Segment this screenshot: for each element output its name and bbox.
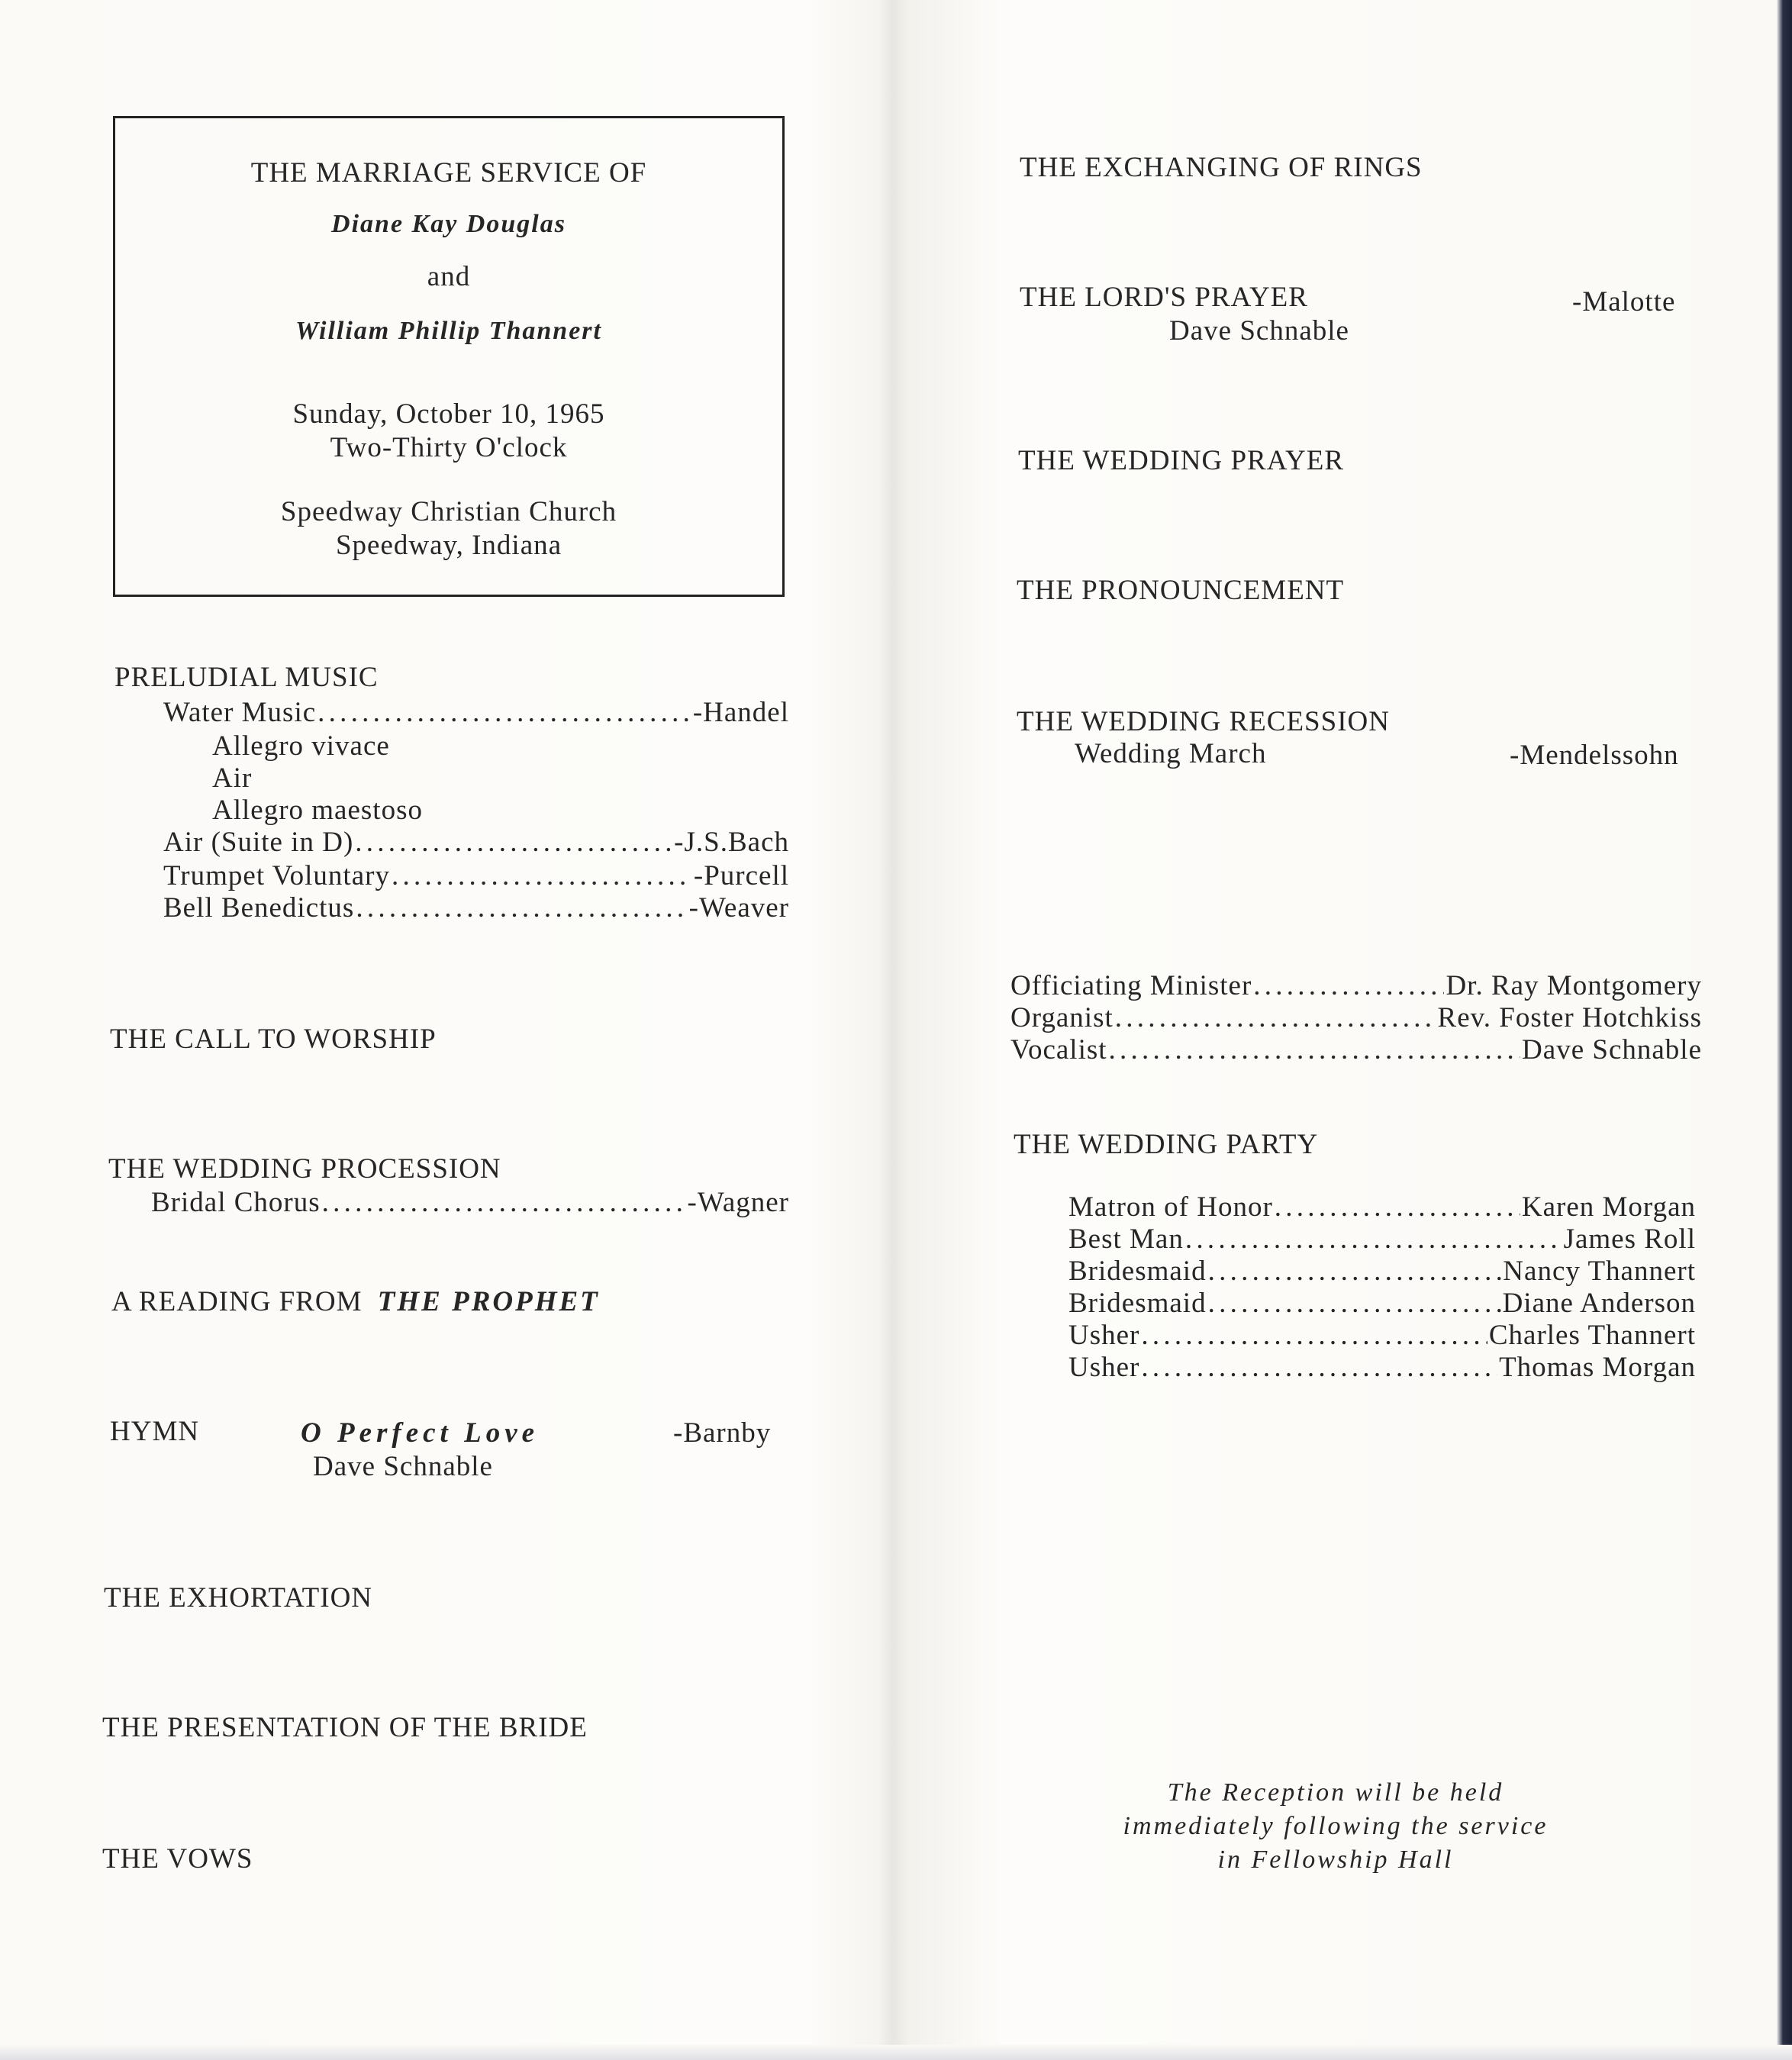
leader-dots: [1141, 1351, 1497, 1384]
hymn-singer: Dave Schnable: [313, 1451, 493, 1482]
party-role: Bridesmaid: [1068, 1288, 1207, 1319]
page-fold: [878, 0, 908, 2060]
party-row: [1068, 1191, 1696, 1224]
officiant-role: Organist: [1010, 1002, 1114, 1033]
leader-dots: [1141, 1319, 1487, 1352]
leader-dots: [1253, 969, 1444, 1002]
officiant-row: [1010, 969, 1702, 1003]
recession-heading: THE WEDDING RECESSION: [1017, 706, 1390, 737]
party-name: Nancy Thannert: [1503, 1256, 1696, 1287]
procession-heading: THE WEDDING PROCESSION: [108, 1153, 501, 1185]
composer: -Handel: [692, 697, 789, 728]
officiant-name: Dr. Ray Montgomery: [1446, 970, 1702, 1001]
officiant-role: Vocalist: [1010, 1034, 1107, 1065]
lords-prayer-composer: -Malotte: [1572, 286, 1676, 318]
leader-dots: [317, 696, 691, 729]
party-row: [1068, 1351, 1696, 1385]
lords-prayer-singer: Dave Schnable: [1169, 315, 1349, 347]
procession-row: [151, 1186, 789, 1220]
recession-composer: -Mendelssohn: [1510, 740, 1679, 771]
party-role: Best Man: [1068, 1223, 1184, 1255]
officiant-row: [1010, 1033, 1702, 1067]
vows: THE VOWS: [102, 1843, 253, 1875]
reading-title: THE PROPHET: [377, 1286, 600, 1317]
composer: -Wagner: [687, 1187, 789, 1218]
lords-prayer-heading: THE LORD'S PRAYER: [1020, 282, 1308, 313]
prelude-row-water-music: [163, 696, 789, 730]
page-bottom-edge: [0, 2045, 1792, 2060]
reception-line-1: The Reception will be held: [1167, 1778, 1504, 1807]
movement-item: Allegro maestoso: [212, 795, 423, 826]
officiant-name: Rev. Foster Hotchkiss: [1437, 1002, 1702, 1033]
and-text: and: [427, 261, 471, 292]
reading-line: [111, 1285, 600, 1318]
leader-dots: [1275, 1191, 1520, 1223]
leader-dots: [1109, 1033, 1521, 1066]
leader-dots: [355, 826, 672, 859]
service-time: Two-Thirty O'clock: [330, 432, 568, 463]
leader-dots: [1185, 1223, 1562, 1256]
service-heading: THE MARRIAGE SERVICE OF: [250, 157, 647, 189]
church-name: Speedway Christian Church: [280, 496, 617, 527]
party-row: [1068, 1319, 1696, 1352]
officiant-role: Officiating Minister: [1010, 970, 1252, 1001]
party-row: [1068, 1223, 1696, 1256]
reception-line-2: immediately following the service: [1123, 1812, 1549, 1840]
prelude-row-trumpet: [163, 859, 789, 893]
leader-dots: [356, 891, 687, 924]
hymn-title: O Perfect Love: [301, 1417, 540, 1449]
party-name: Charles Thannert: [1488, 1320, 1696, 1351]
leader-dots: [1115, 1001, 1436, 1034]
party-name: James Roll: [1563, 1223, 1696, 1255]
church-location: Speedway, Indiana: [335, 530, 562, 561]
recession-piece: Wedding March: [1075, 738, 1267, 769]
leader-dots: [392, 859, 692, 892]
piece-title: Bridal Chorus: [151, 1187, 321, 1218]
cover-edge: [1777, 0, 1792, 2060]
prelude-row-bell: [163, 891, 789, 925]
leader-dots: [322, 1186, 686, 1219]
composer: -Purcell: [693, 860, 789, 891]
composer: -Weaver: [688, 892, 789, 924]
party-role: Bridesmaid: [1068, 1256, 1207, 1287]
movement-item: Allegro vivace: [212, 730, 390, 762]
piece-title: Air (Suite in D): [163, 827, 354, 858]
pronouncement: THE PRONOUNCEMENT: [1017, 575, 1345, 606]
rings: THE EXCHANGING OF RINGS: [1020, 152, 1423, 183]
reception-line-3: in Fellowship Hall: [1217, 1846, 1454, 1874]
wedding-party-heading: THE WEDDING PARTY: [1014, 1129, 1319, 1160]
party-name: Diane Anderson: [1502, 1288, 1696, 1319]
call-to-worship: THE CALL TO WORSHIP: [110, 1024, 437, 1055]
exhortation: THE EXHORTATION: [104, 1582, 373, 1614]
piece-title: Water Music: [163, 697, 317, 728]
prelude-heading: PRELUDIAL MUSIC: [114, 662, 379, 693]
movement-item: Air: [212, 762, 253, 794]
party-row: [1068, 1287, 1696, 1320]
service-date: Sunday, October 10, 1965: [292, 398, 605, 430]
reading-prefix: A READING FROM: [111, 1286, 363, 1317]
presentation: THE PRESENTATION OF THE BRIDE: [102, 1712, 588, 1743]
groom-name: William Phillip Thannert: [295, 317, 602, 345]
party-role: Usher: [1068, 1352, 1140, 1383]
party-role: Matron of Honor: [1068, 1191, 1273, 1223]
piece-title: Bell Benedictus: [163, 892, 355, 924]
piece-title: Trumpet Voluntary: [163, 860, 390, 891]
party-name: Karen Morgan: [1521, 1191, 1696, 1223]
party-row: [1068, 1255, 1696, 1288]
party-role: Usher: [1068, 1320, 1140, 1351]
officiant-name: Dave Schnable: [1522, 1034, 1702, 1065]
party-name: Thomas Morgan: [1499, 1352, 1696, 1383]
hymn-label: HYMN: [110, 1416, 200, 1447]
composer: -J.S.Bach: [674, 827, 789, 858]
leader-dots: [1208, 1255, 1502, 1288]
bride-name: Diane Kay Douglas: [331, 210, 566, 238]
hymn-composer: -Barnby: [673, 1417, 772, 1449]
officiant-row: [1010, 1001, 1702, 1035]
wedding-prayer: THE WEDDING PRAYER: [1018, 445, 1345, 476]
leader-dots: [1208, 1287, 1501, 1320]
title-box: [113, 116, 785, 597]
prelude-row-air: [163, 826, 789, 859]
